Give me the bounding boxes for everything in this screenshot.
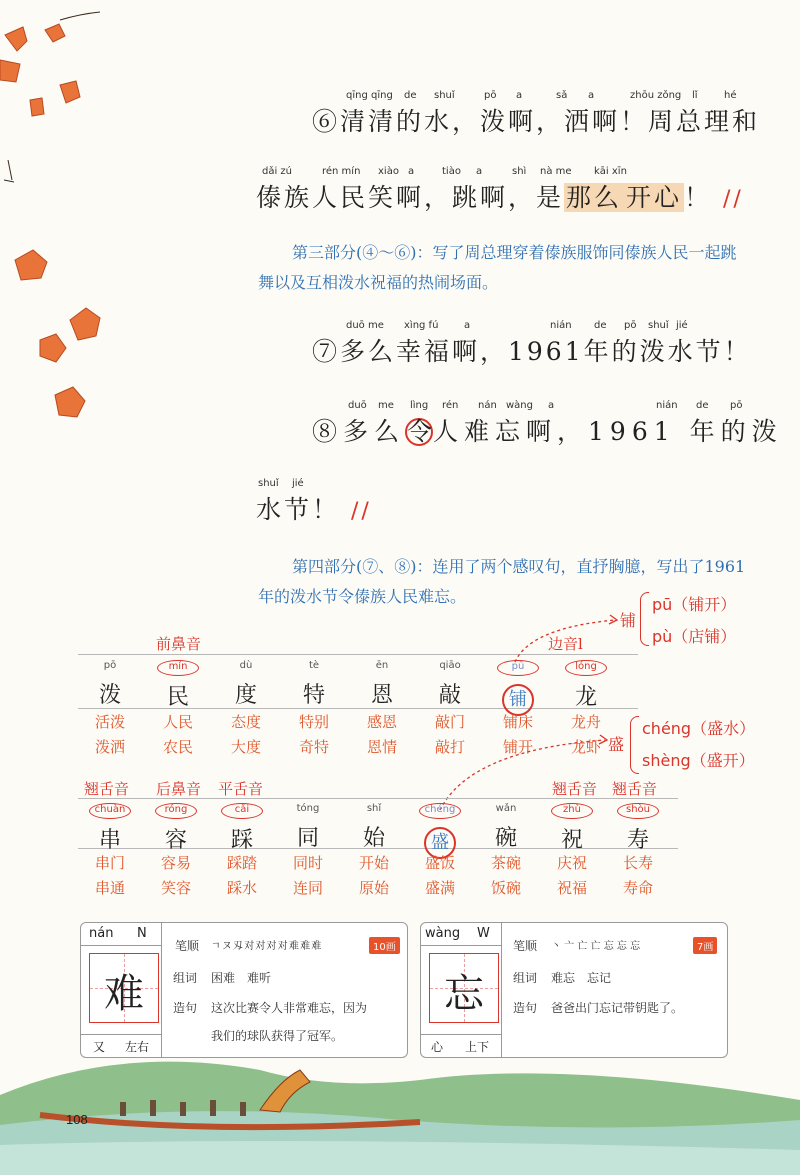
text-run: ⑧多么 <box>312 417 406 446</box>
character-cell <box>148 660 208 711</box>
word-examples <box>212 851 272 901</box>
character-cell <box>344 803 404 852</box>
char-card-structure-type: 左右 <box>125 1040 150 1054</box>
word-2: 龙虾 <box>570 738 601 756</box>
word-2: 踩水 <box>226 879 257 897</box>
character-pinyin: lóng <box>565 660 607 676</box>
pinyin: shì <box>512 166 527 177</box>
pinyin: tiào <box>442 166 461 177</box>
stroke-count-badge: 7画 <box>693 937 717 954</box>
character: 特 <box>302 683 325 708</box>
character-cell <box>146 803 206 854</box>
character-pinyin: qiāo <box>439 660 461 671</box>
character: 龙 <box>574 685 597 710</box>
words: 困难 难听 <box>211 971 272 985</box>
pinyin: jié <box>292 478 304 489</box>
word-2: 饭碗 <box>490 879 521 897</box>
pinyin: a <box>408 166 415 177</box>
word-2: 连同 <box>292 879 323 897</box>
pinyin: a <box>588 90 595 101</box>
character-cell <box>216 660 276 709</box>
character-pinyin: chéng <box>419 803 461 819</box>
circled-character: 铺 <box>502 684 534 716</box>
character: 泼 <box>98 683 121 708</box>
highlighted-word: 开心 <box>626 183 683 212</box>
paragraph-6-line-2-text <box>256 178 744 214</box>
label-lateral: 边音l <box>548 635 583 653</box>
pinyin: duō <box>348 400 367 411</box>
word-examples <box>146 851 206 901</box>
pinyin: a <box>476 166 483 177</box>
character-pinyin: wǎn <box>495 803 517 814</box>
pinyin: dǎi zú <box>262 166 293 177</box>
label-retroflex-2: 翘舌音 <box>552 780 598 798</box>
word-2: 大度 <box>230 738 261 756</box>
section-break-mark: // <box>723 187 744 212</box>
character-pinyin: róng <box>155 803 197 819</box>
character-cell <box>80 803 140 854</box>
character: 寿 <box>626 828 649 853</box>
pinyin: pō <box>624 320 637 331</box>
flower-branch-decoration <box>0 0 150 460</box>
pinyin: kāi xīn <box>594 166 627 177</box>
character: 容 <box>164 828 187 853</box>
words-label: 组词 <box>513 971 538 985</box>
paragraph-7-text: ⑦多么幸福啊，1961年的泼水节！ <box>312 337 752 366</box>
char-card-radical: 又 <box>93 1040 106 1054</box>
words: 难忘 忘记 <box>551 971 612 985</box>
character: 度 <box>234 683 257 708</box>
polyphone-sheng-reading-1: chéng（盛水） <box>642 719 756 738</box>
paragraph-8-line-2-text <box>256 490 372 526</box>
character-pinyin: zhù <box>551 803 593 819</box>
section-break-mark: // <box>350 499 372 524</box>
polyphone-pu-reading-2: pù（店铺） <box>652 627 737 646</box>
character-pinyin: dù <box>239 660 253 671</box>
sentence-line-1: 这次比赛令人非常难忘，因为 <box>211 1001 368 1015</box>
character-cell <box>608 803 668 854</box>
word-2: 奇特 <box>298 738 329 756</box>
word-1: 庆祝 <box>556 854 587 872</box>
character-cell <box>542 803 602 854</box>
paragraph-6 <box>312 90 761 152</box>
word-1: 态度 <box>230 713 261 731</box>
char-card-character: 忘 <box>444 971 484 1017</box>
char-card-letter: N <box>137 926 147 941</box>
char-card-character: 难 <box>104 971 144 1017</box>
char-card-letter: W <box>477 926 490 941</box>
pinyin: shuǐ <box>434 90 455 101</box>
word-examples <box>476 851 536 901</box>
highlighted-word: 那么 <box>566 183 623 212</box>
character: 始 <box>362 826 385 851</box>
character-pinyin: cǎi <box>221 803 263 819</box>
word-2: 串通 <box>94 879 125 897</box>
char-card-nan <box>80 922 408 1058</box>
pinyin: a <box>464 320 471 331</box>
paragraph-8-text <box>312 412 783 448</box>
word-1: 人民 <box>162 713 193 731</box>
character-pinyin: shǐ <box>366 803 382 814</box>
word-examples <box>80 851 140 901</box>
paragraph-6-line-1: ⑥清清的水，泼啊，洒啊！周总理和 <box>312 107 761 136</box>
word-1: 感恩 <box>366 713 397 731</box>
word-examples <box>284 710 344 760</box>
character: 同 <box>296 826 319 851</box>
word-1: 特别 <box>298 713 329 731</box>
dragon-boat-scene <box>0 1040 800 1175</box>
paragraph-8-line-2 <box>256 478 396 528</box>
word-1: 同时 <box>292 854 323 872</box>
circled-character: 令 <box>407 417 439 446</box>
pinyin: de <box>404 90 417 101</box>
word-examples <box>608 851 668 901</box>
character-pinyin: ēn <box>375 660 389 671</box>
word-2: 盛满 <box>424 879 455 897</box>
sentence-label: 造句 <box>513 1001 538 1015</box>
character-cell <box>284 660 344 709</box>
polyphone-pu-brace <box>640 592 649 646</box>
paragraph-8 <box>312 400 783 460</box>
pinyin: lìng <box>410 400 429 411</box>
paragraph-6-line-2 <box>256 166 744 216</box>
character: 恩 <box>370 683 393 708</box>
word-examples <box>278 851 338 901</box>
label-back-nasal: 后鼻音 <box>156 780 202 798</box>
pinyin: zhōu zǒng <box>630 90 682 101</box>
word-1: 开始 <box>358 854 389 872</box>
word-2: 原始 <box>358 879 389 897</box>
word-examples <box>216 710 276 760</box>
character: 串 <box>98 828 121 853</box>
stroke-count-badge: 10画 <box>369 937 400 954</box>
character-cell <box>352 660 412 709</box>
pinyin: sǎ <box>556 90 568 101</box>
pinyin: pō <box>730 400 743 411</box>
pinyin: lǐ <box>692 90 698 101</box>
stroke-order-label: 笔顺 <box>175 939 200 953</box>
word-examples <box>344 851 404 901</box>
char-card-pinyin: wàng <box>425 926 461 941</box>
char-card-grid <box>89 953 159 1023</box>
character-pinyin: tè <box>308 660 320 671</box>
word-2: 祝福 <box>556 879 587 897</box>
pinyin: xiào <box>378 166 399 177</box>
pinyin: xìng fú <box>404 320 439 331</box>
text-run: 水节！ <box>256 495 341 524</box>
polyphone-sheng-reading-2: shèng（盛开） <box>642 751 755 770</box>
word-1: 活泼 <box>94 713 125 731</box>
section-3-summary: 第三部分(④～⑥)：写了周总理穿着傣族服饰同傣族人民一起跳舞以及互相泼水祝福的热闹场面。 <box>258 243 737 292</box>
word-2: 泼洒 <box>94 738 125 756</box>
pinyin: nà me <box>540 166 572 177</box>
label-retroflex-3: 翘舌音 <box>612 780 658 798</box>
pinyin: qīng qīng <box>346 90 393 101</box>
pinyin: shuǐ <box>258 478 279 489</box>
page-number: 108 <box>66 1112 88 1127</box>
character: 踩 <box>230 828 253 853</box>
pinyin: de <box>696 400 709 411</box>
label-retroflex-1: 翘舌音 <box>84 780 130 798</box>
pinyin: nián <box>550 320 572 331</box>
word-examples <box>80 710 140 760</box>
pinyin: shuǐ <box>648 320 669 331</box>
char-card-pinyin-box <box>421 923 502 946</box>
paragraph-7 <box>312 320 752 376</box>
section-4-summary: 第四部分(⑦、⑧)：连用了两个感叹句，直抒胸臆，写出了1961年的泼水节令傣族人民难忘。 <box>258 557 746 606</box>
word-examples <box>542 851 602 901</box>
char-card-radical: 心 <box>431 1040 444 1054</box>
pinyin: jié <box>676 320 688 331</box>
word-1: 盛饭 <box>424 854 455 872</box>
words-label: 组词 <box>173 971 198 985</box>
pinyin: nán <box>478 400 497 411</box>
label-flat-tongue: 平舌音 <box>218 780 264 798</box>
character: 敲 <box>438 683 461 708</box>
sentence-line-1: 爸爸出门忘记带钥匙了。 <box>551 1001 684 1015</box>
word-2: 铺开 <box>502 738 533 756</box>
pinyin: a <box>516 90 523 101</box>
pinyin: me <box>378 400 394 411</box>
polyphone-pu-char: 铺 <box>620 611 637 630</box>
sentence-line-2: 我们的球队获得了冠军。 <box>211 1029 344 1043</box>
character-cell <box>278 803 338 852</box>
pinyin: pō <box>484 90 497 101</box>
character-pinyin: pō <box>103 660 117 671</box>
word-2: 敲打 <box>434 738 465 756</box>
word-examples <box>148 710 208 760</box>
label-front-nasal: 前鼻音 <box>156 635 202 653</box>
char-card-wang <box>420 922 728 1058</box>
pinyin: a <box>548 400 555 411</box>
char-card-structure-type: 上下 <box>465 1040 490 1054</box>
word-1: 龙舟 <box>570 713 601 731</box>
char-card-grid <box>429 953 499 1023</box>
circled-character: 盛 <box>424 827 456 859</box>
text-run: ！ <box>684 183 713 212</box>
word-examples <box>410 851 470 901</box>
word-2: 农民 <box>162 738 193 756</box>
pinyin: nián <box>656 400 678 411</box>
stroke-order: ㄱ ヌ 刄 对 对 对 对 难 难 难 <box>211 941 321 952</box>
polyphone-sheng-char: 盛 <box>608 735 625 754</box>
pinyin: duō me <box>346 320 384 331</box>
stroke-order-label: 笔顺 <box>513 939 538 953</box>
pinyin: rén mín <box>322 166 361 177</box>
pinyin: wàng <box>506 400 533 411</box>
pinyin: de <box>594 320 607 331</box>
character-pinyin: tóng <box>296 803 320 814</box>
polyphone-pu-reading-1: pū（铺开） <box>652 595 737 614</box>
word-1: 敲门 <box>434 713 465 731</box>
char-card-pinyin-box <box>81 923 162 946</box>
word-1: 串门 <box>94 854 125 872</box>
row-2-rule <box>78 798 678 799</box>
word-examples <box>352 710 412 760</box>
word-1: 容易 <box>160 854 191 872</box>
character-cell <box>80 660 140 709</box>
pinyin: hé <box>724 90 737 101</box>
sentence-label: 造句 <box>173 1001 198 1015</box>
text-run: 傣族人民笑啊，跳啊，是 <box>256 183 565 212</box>
word-1: 茶碗 <box>490 854 521 872</box>
word-2: 笑容 <box>160 879 191 897</box>
word-1: 踩踏 <box>226 854 257 872</box>
text-run: 人难忘啊，1961 年的泼 <box>433 417 783 446</box>
character-cell <box>476 803 536 852</box>
character: 祝 <box>560 828 583 853</box>
character: 碗 <box>494 826 517 851</box>
character-pinyin: chuàn <box>89 803 131 819</box>
pinyin: rén <box>442 400 459 411</box>
character-cell <box>212 803 272 854</box>
word-1: 铺床 <box>502 713 533 731</box>
char-card-pinyin: nán <box>89 926 114 941</box>
word-2: 寿命 <box>622 879 653 897</box>
stroke-order: 丶 亠 亡 亡 忘 忘 忘 <box>551 941 641 952</box>
character: 民 <box>166 685 189 710</box>
character-pinyin: shòu <box>617 803 659 819</box>
character-pinyin: mín <box>157 660 199 676</box>
word-1: 长寿 <box>622 854 653 872</box>
word-2: 恩情 <box>366 738 397 756</box>
character-pinyin: pū <box>497 660 539 676</box>
